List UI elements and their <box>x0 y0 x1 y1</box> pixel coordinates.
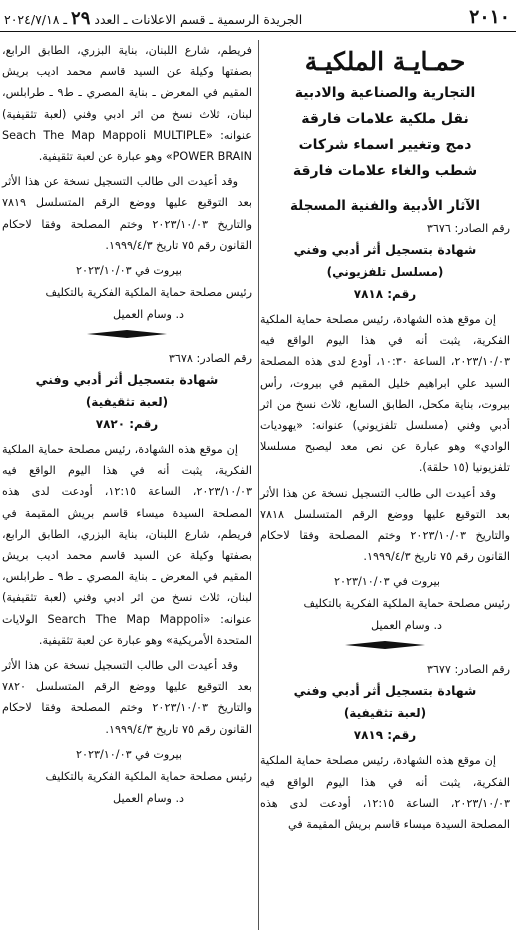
signature-place-date: بيروت في ٢٠٢٣/١٠/٠٣ <box>75 264 182 278</box>
column-divider <box>258 40 259 930</box>
header-date: ـ ٢٠٢٤/٧/١٨ <box>4 12 68 27</box>
page-number: ٢٠١٠ <box>469 6 510 28</box>
signature-role: رئيس مصلحة حماية الملكية الفكرية بالتكليف <box>45 769 252 783</box>
section-line: دمج وتغيير اسماء شركات <box>298 137 472 153</box>
signature-role: رئيس مصلحة حماية الملكية الفكرية بالتكليف <box>45 286 252 300</box>
signature-place-date: بيروت في ٢٠٢٣/١٠/٠٣ <box>333 575 440 589</box>
section-line: نقل ملكية علامات فارقة <box>301 111 469 127</box>
certificate-body: إن موقع هذه الشهادة، رئيس مصلحة حماية الملكية الفكرية، يثبت أنه في هذا اليوم الواقع فيه ٢٠٢٣/١٠/٠٣، الساعة ١٢:١٥، أودعت لدى هذه المصلحة السيدة ميساء قاسم بريش المقيمة في فريطم، شارع اللبنان، بناية البزري، الطابق الرابع، بصفتها وكيلة عن السيد قاسم محمد اديب بريش المقيم في المعرض ـ بناية المصري ـ ط٩ ـ طرابلس، لبنان، ثلاث نسخ من اثر ادبي وفني (لعبة تثقيفية) عنوانه: «Search The Map Mappoli الولايات المتحدة الأمريكية» وهو عبارة عن لعبة تثقيفية. <box>2 443 252 647</box>
record-number: رقم الصادر: ٣٦٧٧ <box>426 663 510 677</box>
certificate-number: رقم: ٧٨١٩ <box>353 728 417 743</box>
certificate-type: (لعبة تثقيفية) <box>343 706 427 721</box>
certificate-type: (مسلسل تلفزيوني) <box>326 265 444 279</box>
section-heading: حمـايـة الملكيـة <box>304 47 466 76</box>
signature-place-date: بيروت في ٢٠٢٣/١٠/٠٣ <box>75 747 182 761</box>
record-number: رقم الصادر: ٣٦٧٨ <box>168 352 252 366</box>
issue-number: ٢٩ <box>71 8 91 29</box>
certificate-body-return: وقد أعيدت الى طالب التسجيل نسخة عن هذا الأثر بعد التوقيع عليها ووضع الرقم المتسلسل ٧٨١٩ والتاريخ ٢٠٢٣/١٠/٠٣ وختم المصلحة وفقا لاحكام القانون رقم ٧٥ تاريخ ١٩٩٩/٤/٣. <box>2 175 252 252</box>
certificate-number: رقم: ٧٨١٨ <box>353 287 417 301</box>
certificate-body: إن موقع هذه الشهادة، رئيس مصلحة حماية الملكية الفكرية، يثبت أنه في هذا اليوم الواقع فيه ٢٠٢٣/١٠/٠٣، الساعة ١٢:١٥، أودعت لدى هذه المصلحة السيدة ميساء قاسم بريش المقيمة في <box>260 754 510 832</box>
certificate-body-return: وقد أعيدت الى طالب التسجيل نسخة عن هذا الأثر بعد التوقيع عليها ووضع الرقم المتسلسل ٧٨٢٠ والتاريخ ٢٠٢٣/١٠/٠٣ وختم المصلحة وفقا لاحكام القانون رقم ٧٥ تاريخ ١٩٩٩/٤/٣. <box>2 659 252 736</box>
certificate-type: (لعبة تثقيفية) <box>85 395 169 410</box>
certificate-title: شهادة بتسجيل أثر أدبي وفني <box>35 372 219 388</box>
header-text <box>4 8 302 29</box>
certificate-title: شهادة بتسجيل أثر أدبي وفني <box>293 242 477 257</box>
certificate-body: إن موقع هذه الشهادة، رئيس مصلحة حماية الملكية الفكرية، يثبت أنه في هذا اليوم الواقع فيه ٢٠٢٣/١٠/٠٣، الساعة ١٠:٣٠، أودع لدى هذه المصلحة السيد علي ابراهيم خليل المقيم في بيروت، رأس بيروت، بناية مكحل، الطابق السابع، ثلاث نسخ من اثر أدبي وفني (مسلسل تلفزيوني) عنوانه: «يهوديات الوادي» وهو عبارة عن نص معد ليصبح مسلسلا تلفزيونيا (١٥ حلقة). <box>260 313 510 475</box>
signature-name: د. وسام العميل <box>371 619 442 633</box>
section-line: شطب والغاء علامات فارقة <box>292 163 478 179</box>
certificate-body-return: وقد أعيدت الى طالب التسجيل نسخة عن هذا الأثر بعد التوقيع عليها ووضع الرقم المتسلسل ٧٨١٨ والتاريخ ٢٠٢٣/١٠/٠٣ وختم المصلحة وفقا لاحكام القانون رقم ٧٥ تاريخ ١٩٩٩/٤/٣. <box>260 486 510 564</box>
separator-ornament <box>2 328 252 342</box>
subsection-title: الآثار الأدبية والفنية المسجلة <box>290 198 480 214</box>
certificate-number: رقم: ٧٨٢٠ <box>95 417 159 432</box>
record-number: رقم الصادر: ٣٦٧٦ <box>426 222 510 235</box>
left-column <box>2 40 252 810</box>
certificate-body-continued: فريطم، شارع اللبنان، بناية البزري، الطابق الرابع، بصفتها وكيلة عن السيد قاسم محمد اديب بريش المقيم في المعرض ـ بناية المصري ـ ط٩ ـ طرابلس، لبنان، ثلاث نسخ من اثر ادبي وفني (لعبة تثقيفية) عنوانه: «Seach The Map Mappoli MULTIPLE POWER BRAIN» وهو عبارة عن لعبة تثقيفية. <box>2 44 252 164</box>
signature-name: د. وسام العميل <box>113 308 184 322</box>
signature-name: د. وسام العميل <box>113 791 184 805</box>
signature-role: رئيس مصلحة حماية الملكية الفكرية بالتكليف <box>303 597 510 611</box>
page-header <box>0 6 516 32</box>
section-line: التجارية والصناعية والادبية <box>294 85 476 101</box>
certificate-title: شهادة بتسجيل أثر أدبي وفني <box>293 683 477 699</box>
right-column <box>260 40 510 835</box>
separator-ornament <box>260 639 510 653</box>
header-prefix: الجريدة الرسمية ـ قسم الاعلانات ـ العدد <box>94 12 303 27</box>
